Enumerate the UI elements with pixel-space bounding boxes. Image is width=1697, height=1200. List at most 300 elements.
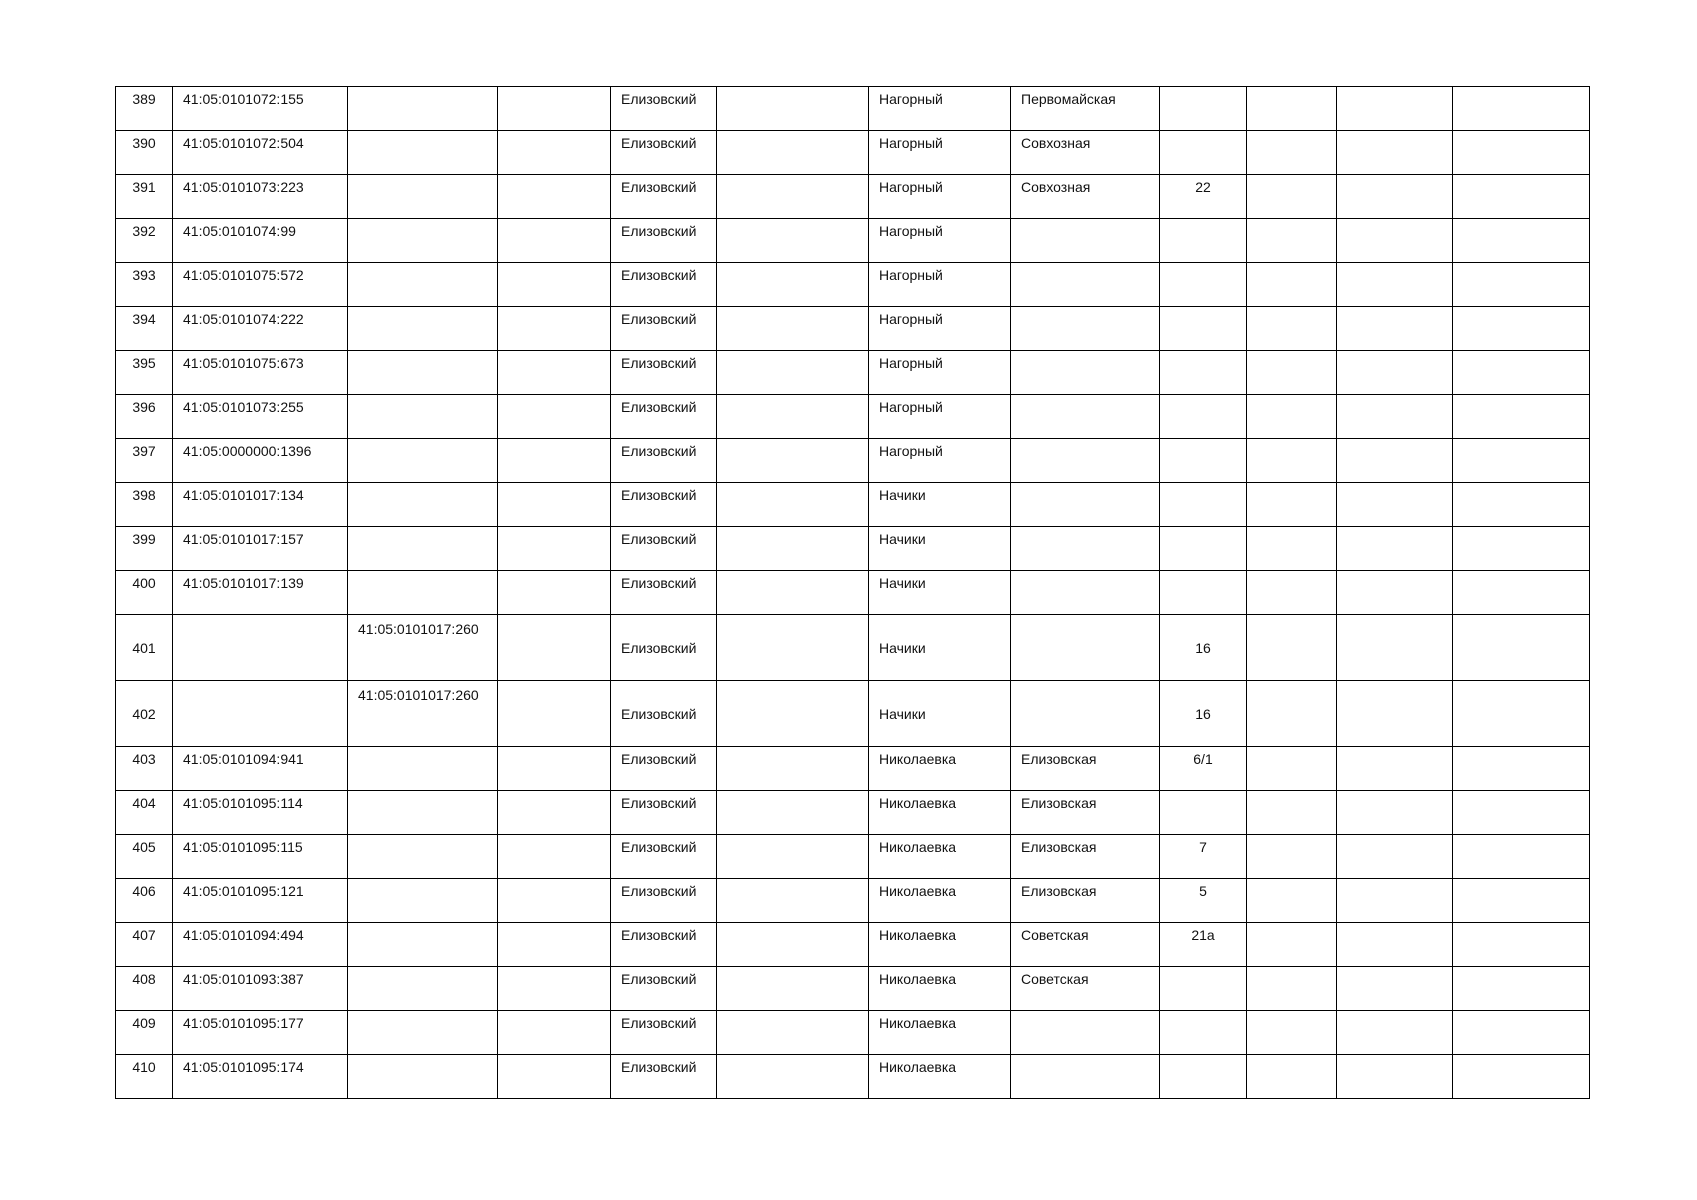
cadastral-number-alt-cell — [348, 307, 498, 351]
empty-cell — [1337, 219, 1453, 263]
empty-cell — [498, 879, 611, 923]
cadastral-number-cell-text: 41:05:0101074:99 — [183, 223, 296, 239]
empty-cell-text — [498, 175, 610, 179]
street-cell — [1011, 967, 1160, 1011]
district-cell-text: Елизовский — [621, 1059, 697, 1075]
house-number-cell-text: 22 — [1195, 179, 1211, 195]
house-number-cell-text — [1160, 791, 1246, 795]
cadastral-number-alt-cell-text — [348, 791, 497, 795]
empty-cell-text — [1247, 131, 1336, 135]
empty-cell — [498, 219, 611, 263]
empty-cell-text — [1247, 219, 1336, 223]
cadastral-number-cell-text: 41:05:0101094:494 — [183, 927, 304, 943]
cadastral-number-alt-cell-text — [348, 175, 497, 179]
house-number-cell-text: 21а — [1191, 927, 1215, 943]
empty-cell — [717, 395, 869, 439]
empty-cell — [717, 1011, 869, 1055]
empty-cell — [1247, 131, 1337, 175]
empty-cell-text — [717, 307, 868, 311]
locality-cell-text: Начики — [879, 531, 926, 547]
locality-cell-text: Нагорный — [879, 179, 943, 195]
row-number-cell-text: 405 — [132, 839, 156, 855]
empty-cell — [1247, 307, 1337, 351]
empty-cell-text — [1453, 571, 1589, 575]
cadastral-number-cell-text: 41:05:0101095:177 — [183, 1015, 304, 1031]
cadastral-number-alt-cell-text — [348, 923, 497, 927]
empty-cell — [717, 219, 869, 263]
empty-cell — [1247, 791, 1337, 835]
empty-cell — [498, 1011, 611, 1055]
empty-cell-text — [1247, 483, 1336, 487]
street-cell — [1011, 351, 1160, 395]
locality-cell — [869, 263, 1011, 307]
locality-cell — [869, 681, 1011, 747]
locality-cell-text: Начики — [879, 575, 926, 591]
district-cell-text: Елизовский — [621, 399, 697, 415]
empty-cell — [717, 175, 869, 219]
cadastral-number-cell-text: 41:05:0101073:223 — [183, 179, 304, 195]
empty-cell — [1453, 131, 1590, 175]
street-cell-text — [1011, 483, 1159, 487]
empty-cell-text — [1247, 439, 1336, 443]
empty-cell — [1453, 351, 1590, 395]
cadastral-number-alt-cell — [348, 1055, 498, 1099]
district-cell — [611, 175, 717, 219]
street-cell-text — [1011, 395, 1159, 399]
table-row — [116, 483, 1590, 527]
row-number-cell — [116, 483, 173, 527]
district-cell-text: Елизовский — [621, 839, 697, 855]
row-number-cell — [116, 263, 173, 307]
empty-cell-text — [1337, 791, 1452, 795]
house-number-cell-text — [1160, 483, 1246, 487]
empty-cell — [498, 307, 611, 351]
district-cell — [611, 967, 717, 1011]
locality-cell — [869, 483, 1011, 527]
row-number-cell-text: 395 — [132, 355, 156, 371]
empty-cell — [717, 527, 869, 571]
empty-cell — [717, 747, 869, 791]
empty-cell-text — [1247, 351, 1336, 355]
house-number-cell — [1160, 439, 1247, 483]
cadastral-number-cell-text: 41:05:0101095:115 — [183, 839, 303, 855]
empty-cell — [1453, 395, 1590, 439]
district-cell — [611, 571, 717, 615]
district-cell — [611, 879, 717, 923]
district-cell-text: Елизовский — [621, 135, 697, 151]
empty-cell-text — [717, 351, 868, 355]
empty-cell — [498, 967, 611, 1011]
empty-cell — [1247, 923, 1337, 967]
cadastral-number-cell — [173, 791, 348, 835]
district-cell — [611, 483, 717, 527]
cadastral-number-alt-cell — [348, 175, 498, 219]
table-row — [116, 967, 1590, 1011]
street-cell-text — [1011, 351, 1159, 355]
cadastral-number-cell-text: 41:05:0101075:572 — [183, 267, 304, 283]
row-number-cell — [116, 681, 173, 747]
row-number-cell — [116, 571, 173, 615]
empty-cell-text — [1453, 219, 1589, 223]
empty-cell — [717, 923, 869, 967]
empty-cell — [498, 131, 611, 175]
cadastral-number-cell-text: 41:05:0101095:174 — [183, 1059, 304, 1075]
district-cell-text: Елизовский — [621, 487, 697, 503]
empty-cell — [1247, 835, 1337, 879]
house-number-cell-text — [1160, 351, 1246, 355]
empty-cell-text — [1247, 791, 1336, 795]
cadastral-number-alt-cell-text — [348, 307, 497, 311]
cadastral-number-alt-cell — [348, 571, 498, 615]
locality-cell — [869, 395, 1011, 439]
street-cell-text — [1011, 263, 1159, 267]
cadastral-number-alt-cell — [348, 615, 498, 681]
cadastral-number-alt-cell — [348, 791, 498, 835]
empty-cell-text — [498, 923, 610, 927]
cadastral-number-cell-text: 41:05:0101072:504 — [183, 135, 304, 151]
locality-cell — [869, 527, 1011, 571]
cadastral-number-alt-cell-text — [348, 131, 497, 135]
empty-cell — [1337, 439, 1453, 483]
empty-cell-text — [717, 439, 868, 443]
cadastral-number-cell — [173, 131, 348, 175]
street-cell — [1011, 571, 1160, 615]
cadastral-number-cell — [173, 351, 348, 395]
street-cell — [1011, 747, 1160, 791]
district-cell — [611, 263, 717, 307]
empty-cell — [717, 307, 869, 351]
row-number-cell-text: 391 — [132, 179, 156, 195]
empty-cell-text — [498, 1011, 610, 1015]
empty-cell-text — [498, 879, 610, 883]
empty-cell-text — [1337, 571, 1452, 575]
district-cell-text: Елизовский — [621, 751, 697, 767]
empty-cell — [1453, 571, 1590, 615]
street-cell — [1011, 87, 1160, 131]
empty-cell-text — [1453, 483, 1589, 487]
cadastral-number-cell-text: 41:05:0101072:155 — [183, 91, 304, 107]
cadastral-number-alt-cell — [348, 351, 498, 395]
empty-cell — [717, 571, 869, 615]
district-cell — [611, 747, 717, 791]
row-number-cell — [116, 351, 173, 395]
empty-cell — [1453, 747, 1590, 791]
house-number-cell — [1160, 395, 1247, 439]
house-number-cell — [1160, 879, 1247, 923]
empty-cell — [1453, 1055, 1590, 1099]
row-number-cell — [116, 835, 173, 879]
street-cell-text: Советская — [1021, 927, 1089, 943]
empty-cell-text — [717, 835, 868, 839]
row-number-cell-text: 406 — [132, 883, 156, 899]
cadastral-number-alt-cell-text — [348, 527, 497, 531]
locality-cell — [869, 879, 1011, 923]
table-row — [116, 1011, 1590, 1055]
empty-cell — [1247, 1055, 1337, 1099]
empty-cell-text — [1247, 879, 1336, 883]
empty-cell-text — [1337, 1055, 1452, 1059]
locality-cell-text: Начики — [879, 705, 926, 722]
empty-cell-text — [498, 395, 610, 399]
cadastral-number-cell — [173, 835, 348, 879]
cadastral-number-cell — [173, 1011, 348, 1055]
empty-cell-text — [1453, 175, 1589, 179]
street-cell — [1011, 835, 1160, 879]
street-cell-text — [1011, 1055, 1159, 1059]
street-cell-text: Елизовская — [1021, 751, 1097, 767]
row-number-cell — [116, 307, 173, 351]
empty-cell — [1337, 351, 1453, 395]
street-cell-text: Совхозная — [1021, 135, 1091, 151]
street-cell — [1011, 175, 1160, 219]
empty-cell — [1247, 879, 1337, 923]
locality-cell — [869, 439, 1011, 483]
district-cell-text: Елизовский — [621, 267, 697, 283]
table-row — [116, 175, 1590, 219]
street-cell-text: Елизовская — [1021, 795, 1097, 811]
empty-cell — [1453, 923, 1590, 967]
empty-cell-text — [1337, 747, 1452, 751]
cadastral-number-cell-text: 41:05:0101017:134 — [183, 487, 304, 503]
house-number-cell — [1160, 681, 1247, 747]
cadastral-number-alt-cell-text — [348, 1055, 497, 1059]
empty-cell-text — [1453, 879, 1589, 883]
empty-cell-text — [717, 263, 868, 267]
empty-cell — [717, 879, 869, 923]
row-number-cell-text: 401 — [132, 639, 156, 656]
district-cell — [611, 923, 717, 967]
empty-cell — [1453, 263, 1590, 307]
house-number-cell — [1160, 1055, 1247, 1099]
empty-cell — [498, 571, 611, 615]
row-number-cell-text: 394 — [132, 311, 156, 327]
empty-cell — [498, 351, 611, 395]
empty-cell-text — [717, 923, 868, 927]
table-row — [116, 835, 1590, 879]
table-row — [116, 219, 1590, 263]
empty-cell-text — [1453, 307, 1589, 311]
locality-cell-text: Начики — [879, 639, 926, 656]
locality-cell-text: Нагорный — [879, 91, 943, 107]
house-number-cell-text — [1160, 527, 1246, 531]
house-number-cell-text — [1160, 87, 1246, 91]
street-cell — [1011, 131, 1160, 175]
empty-cell-text — [498, 263, 610, 267]
district-cell-text: Елизовский — [621, 971, 697, 987]
empty-cell-text — [717, 527, 868, 531]
empty-cell-text — [1337, 131, 1452, 135]
empty-cell-text — [1337, 483, 1452, 487]
empty-cell — [1337, 87, 1453, 131]
cadastral-number-cell — [173, 439, 348, 483]
empty-cell-text — [1247, 87, 1336, 91]
empty-cell-text — [498, 87, 610, 91]
street-cell — [1011, 615, 1160, 681]
district-cell — [611, 351, 717, 395]
cadastral-number-alt-cell — [348, 879, 498, 923]
row-number-cell — [116, 1055, 173, 1099]
empty-cell — [1247, 571, 1337, 615]
row-number-cell-text: 404 — [132, 795, 156, 811]
empty-cell — [498, 527, 611, 571]
district-cell-text: Елизовский — [621, 355, 697, 371]
row-number-cell-text: 407 — [132, 927, 156, 943]
empty-cell-text — [498, 747, 610, 751]
cadastral-number-cell-text: 41:05:0101075:673 — [183, 355, 304, 371]
district-cell — [611, 131, 717, 175]
table-row — [116, 351, 1590, 395]
street-cell — [1011, 1011, 1160, 1055]
empty-cell — [498, 791, 611, 835]
house-number-cell — [1160, 87, 1247, 131]
cadastral-number-alt-cell — [348, 835, 498, 879]
empty-cell — [717, 615, 869, 681]
table-row — [116, 879, 1590, 923]
empty-cell-text — [1453, 527, 1589, 531]
district-cell-text: Елизовский — [621, 179, 697, 195]
empty-cell-text — [1337, 307, 1452, 311]
empty-cell-text — [1453, 263, 1589, 267]
empty-cell — [1453, 1011, 1590, 1055]
empty-cell-text — [717, 571, 868, 575]
cadastral-number-alt-cell — [348, 967, 498, 1011]
empty-cell — [1247, 263, 1337, 307]
locality-cell-text: Николаевка — [879, 883, 957, 899]
empty-cell-text — [1453, 1011, 1589, 1015]
empty-cell — [498, 747, 611, 791]
empty-cell-text — [717, 395, 868, 399]
empty-cell-text — [498, 835, 610, 839]
locality-cell-text: Нагорный — [879, 355, 943, 371]
district-cell-text: Елизовский — [621, 91, 697, 107]
empty-cell — [1453, 835, 1590, 879]
street-cell-text: Елизовская — [1021, 883, 1097, 899]
row-number-cell-text: 396 — [132, 399, 156, 415]
cadastral-number-cell-text: 41:05:0101094:941 — [183, 751, 304, 767]
house-number-cell-text — [1160, 571, 1246, 575]
cadastral-number-alt-cell — [348, 219, 498, 263]
cadastral-number-alt-cell-text: 41:05:0101017:260 — [358, 687, 479, 703]
street-cell — [1011, 791, 1160, 835]
empty-cell — [1247, 527, 1337, 571]
cadastral-number-cell — [173, 219, 348, 263]
empty-cell-text — [1337, 395, 1452, 399]
house-number-cell-text: 5 — [1199, 883, 1207, 899]
locality-cell-text: Нагорный — [879, 311, 943, 327]
locality-cell — [869, 747, 1011, 791]
empty-cell — [498, 263, 611, 307]
cadastral-number-alt-cell-text — [348, 747, 497, 751]
house-number-cell-text — [1160, 395, 1246, 399]
locality-cell-text: Николаевка — [879, 971, 957, 987]
empty-cell-text — [1247, 747, 1336, 751]
street-cell — [1011, 879, 1160, 923]
empty-cell — [1337, 1055, 1453, 1099]
empty-cell — [1247, 747, 1337, 791]
table-row — [116, 395, 1590, 439]
cadastral-number-cell-text: 41:05:0101095:121 — [183, 883, 304, 899]
empty-cell — [717, 835, 869, 879]
empty-cell — [717, 131, 869, 175]
row-number-cell — [116, 439, 173, 483]
row-number-cell — [116, 87, 173, 131]
house-number-cell — [1160, 219, 1247, 263]
empty-cell — [1337, 263, 1453, 307]
locality-cell-text: Николаевка — [879, 795, 957, 811]
cadastral-number-cell — [173, 747, 348, 791]
empty-cell-text — [1337, 879, 1452, 883]
empty-cell-text — [717, 219, 868, 223]
district-cell — [611, 219, 717, 263]
empty-cell — [1247, 967, 1337, 1011]
empty-cell — [498, 439, 611, 483]
locality-cell-text: Нагорный — [879, 223, 943, 239]
street-cell-text — [1011, 571, 1159, 575]
house-number-cell — [1160, 351, 1247, 395]
locality-cell-text: Нагорный — [879, 399, 943, 415]
street-cell — [1011, 219, 1160, 263]
empty-cell — [717, 681, 869, 747]
empty-cell — [1247, 219, 1337, 263]
cadastral-number-cell — [173, 527, 348, 571]
empty-cell — [1247, 351, 1337, 395]
cadastral-number-alt-cell — [348, 483, 498, 527]
district-cell-text: Елизовский — [621, 705, 697, 722]
cadastral-number-alt-cell — [348, 395, 498, 439]
cadastral-number-cell-text: 41:05:0101074:222 — [183, 311, 304, 327]
house-number-cell-text — [1160, 439, 1246, 443]
locality-cell — [869, 1011, 1011, 1055]
empty-cell — [498, 395, 611, 439]
empty-cell — [1247, 1011, 1337, 1055]
street-cell-text — [1011, 527, 1159, 531]
cadastral-number-cell — [173, 175, 348, 219]
table-row — [116, 307, 1590, 351]
cadastral-number-cell-text: 41:05:0101017:139 — [183, 575, 304, 591]
cadastral-number-alt-cell — [348, 131, 498, 175]
district-cell-text: Елизовский — [621, 223, 697, 239]
table-row — [116, 923, 1590, 967]
empty-cell — [1247, 87, 1337, 131]
empty-cell — [717, 439, 869, 483]
cadastral-number-alt-cell-text — [348, 835, 497, 839]
locality-cell-text: Николаевка — [879, 751, 957, 767]
empty-cell — [1247, 483, 1337, 527]
cadastral-number-alt-cell-text — [348, 1011, 497, 1015]
empty-cell — [1337, 527, 1453, 571]
house-number-cell — [1160, 791, 1247, 835]
locality-cell — [869, 1055, 1011, 1099]
empty-cell — [1337, 483, 1453, 527]
district-cell — [611, 791, 717, 835]
street-cell-text: Елизовская — [1021, 839, 1097, 855]
table-row — [116, 1055, 1590, 1099]
empty-cell — [1453, 307, 1590, 351]
table-row — [116, 263, 1590, 307]
street-cell — [1011, 923, 1160, 967]
district-cell — [611, 87, 717, 131]
street-cell-text — [1011, 307, 1159, 311]
empty-cell-text — [1337, 835, 1452, 839]
empty-cell — [498, 835, 611, 879]
district-cell-text: Елизовский — [621, 795, 697, 811]
row-number-cell — [116, 1011, 173, 1055]
empty-cell-text — [1247, 1011, 1336, 1015]
row-number-cell-text: 392 — [132, 223, 156, 239]
row-number-cell-text: 410 — [132, 1059, 156, 1075]
district-cell — [611, 835, 717, 879]
house-number-cell — [1160, 527, 1247, 571]
